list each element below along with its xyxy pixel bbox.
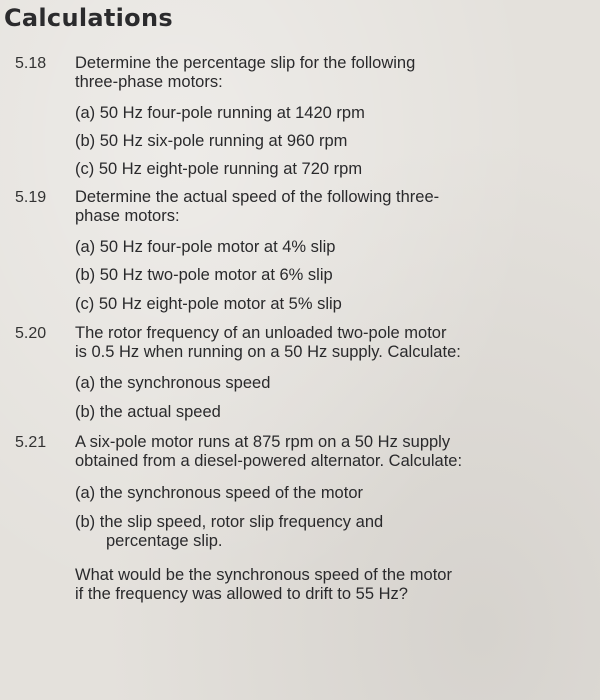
problem-item: (a) 50 Hz four-pole running at 1420 rpm [75,104,365,122]
problem-text [75,324,545,362]
problem-item-line: (b) the slip speed, rotor slip frequency and [75,513,384,531]
problem-item: (b) the actual speed [75,403,221,421]
problem-text-line: three-phase motors: [75,73,223,91]
problem-text [75,54,545,92]
problem-text [75,433,545,471]
problem-number: 5.19 [15,189,47,206]
problem-number: 5.18 [15,55,47,72]
problem-item: (c) 50 Hz eight-pole motor at 5% slip [75,295,342,313]
problem-closing-question [75,566,545,604]
problem-text-line: The rotor frequency of an unloaded two-pole motor [75,324,447,342]
problem-item [75,513,475,551]
problem-item: (a) 50 Hz four-pole motor at 4% slip [75,238,336,256]
problem-item: (a) the synchronous speed [75,374,271,392]
problem-item: (b) 50 Hz six-pole running at 960 rpm [75,132,348,150]
problem-text-line: What would be the synchronous speed of the motor [75,566,452,584]
problem-text-line: A six-pole motor runs at 875 rpm on a 50 Hz supply [75,433,451,451]
problem-text-line: obtained from a diesel-powered alternator. Calculate: [75,452,463,470]
problem-number: 5.21 [15,434,47,451]
problem-text-line: if the frequency was allowed to drift to 55 Hz? [75,585,408,603]
problem-number: 5.20 [15,325,47,342]
problem-item: (a) the synchronous speed of the motor [75,484,363,502]
problem-text [75,188,545,226]
problem-item: (c) 50 Hz eight-pole running at 720 rpm [75,160,363,178]
problem-text-line: phase motors: [75,207,180,225]
problem-text-line: is 0.5 Hz when running on a 50 Hz supply. Calculate: [75,343,461,361]
problem-text-line: Determine the percentage slip for the following [75,54,416,72]
page-title: Calculations [4,4,173,32]
problem-item-line: percentage slip. [106,532,223,550]
problem-item: (b) 50 Hz two-pole motor at 6% slip [75,266,333,284]
problem-text-line: Determine the actual speed of the following three- [75,188,440,206]
